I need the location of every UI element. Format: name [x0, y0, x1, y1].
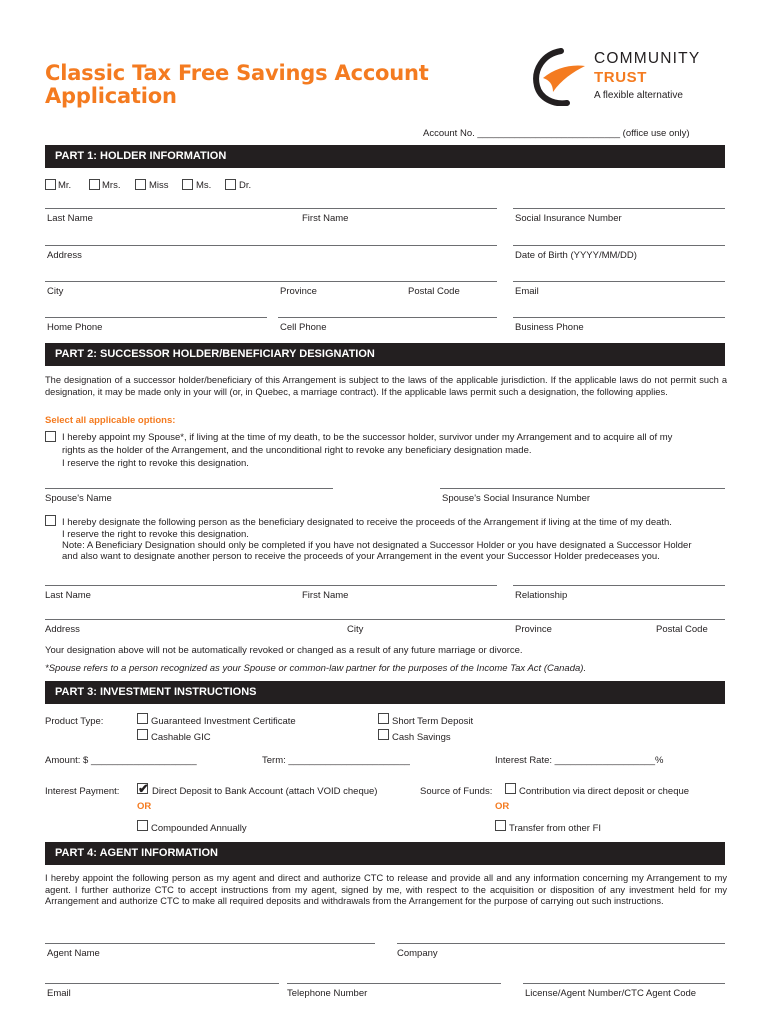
transfer-checkbox[interactable] — [495, 820, 506, 831]
holder-name-line[interactable] — [45, 208, 497, 209]
company-line[interactable] — [397, 943, 725, 944]
beneficiary-province-label: Province — [515, 624, 552, 635]
agent-name-line[interactable] — [45, 943, 375, 944]
beneficiary-last-name-label: Last Name — [45, 590, 91, 601]
agent-email-label: Email — [47, 988, 71, 999]
holder-first-name-label: First Name — [302, 213, 349, 224]
holder-dob-line[interactable] — [513, 245, 725, 246]
agent-telephone-label: Telephone Number — [287, 988, 368, 999]
option1-line2: rights as the holder of the Arrangement, and the unconditional right to revoke any beneficiary designation made. — [62, 445, 532, 456]
short-term-deposit-label: Short Term Deposit — [392, 716, 474, 727]
contribution-checkbox[interactable] — [505, 783, 516, 794]
agent-telephone-line[interactable] — [287, 983, 501, 984]
contribution-label: Contribution via direct deposit or cheque — [519, 786, 690, 797]
dr-label: Dr. — [239, 180, 252, 191]
logo-community-text: COMMUNITY — [594, 50, 701, 67]
holder-postal-label: Postal Code — [408, 286, 460, 297]
holder-dob-label: Date of Birth (YYYY/MM/DD) — [515, 250, 637, 261]
agent-email-line[interactable] — [45, 983, 279, 984]
spouse-name-label: Spouse's Name — [45, 493, 112, 504]
checkmark-icon: ✔ — [138, 781, 149, 796]
cash-savings-label: Cash Savings — [392, 732, 451, 743]
source-of-funds-label: Source of Funds: — [420, 786, 493, 797]
relationship-label: Relationship — [515, 590, 568, 601]
appoint-spouse-checkbox[interactable] — [45, 431, 56, 442]
company-label: Company — [397, 948, 438, 959]
agent-authorization-text: I hereby appoint the following person as my agent and direct and authorize CTC to release and provide all and any information concerning my Arrangement to my agent. I further authorize CTC to accept instructions from my agent, signed by me, with respect to the acquisition or disposition of any investment held for my Arrangement and authorize CTC to make all required deposits and withdrawals from the Arrangement for the purpose of carrying out such instructions. — [45, 873, 727, 907]
miss-label: Miss — [149, 180, 169, 191]
agent-license-label: License/Agent Number/CTC Agent Code — [525, 988, 697, 999]
beneficiary-name-line[interactable] — [45, 585, 497, 586]
beneficiary-postal-label: Postal Code — [656, 624, 708, 635]
source-or-label: OR — [495, 801, 510, 812]
option2-line3: Note: A Beneficiary Designation should only be completed if you have not designated a Successor Holder or you have designated a Successor Holder — [62, 540, 692, 551]
holder-city-line[interactable] — [45, 281, 497, 282]
interest-rate-field[interactable]: Interest Rate: ___________________% — [495, 755, 664, 766]
compounded-annually-checkbox[interactable] — [137, 820, 148, 831]
direct-deposit-checkbox[interactable] — [137, 783, 148, 794]
holder-address-line[interactable] — [45, 245, 497, 246]
transfer-label: Transfer from other FI — [509, 823, 602, 834]
holder-last-name-label: Last Name — [47, 213, 93, 224]
spouse-name-line[interactable] — [45, 488, 333, 489]
community-trust-logo-icon — [531, 48, 587, 106]
form-title: Classic Tax Free Savings Account Application — [45, 61, 429, 108]
beneficiary-address-label: Address — [45, 624, 80, 635]
mr-checkbox[interactable] — [45, 179, 56, 190]
short-term-deposit-checkbox[interactable] — [378, 713, 389, 724]
mr-label: Mr. — [58, 180, 72, 191]
holder-email-label: Email — [515, 286, 539, 297]
holder-sin-label: Social Insurance Number — [515, 213, 622, 224]
beneficiary-first-name-label: First Name — [302, 590, 349, 601]
mrs-label: Mrs. — [102, 180, 121, 191]
cash-savings-checkbox[interactable] — [378, 729, 389, 740]
relationship-line[interactable] — [513, 585, 725, 586]
holder-sin-line[interactable] — [513, 208, 725, 209]
interest-payment-label: Interest Payment: — [45, 786, 120, 797]
cashable-gic-checkbox[interactable] — [137, 729, 148, 740]
spouse-definition-note: *Spouse refers to a person recognized as your Spouse or common-law partner for the purposes of the Income Tax Act (Canada). — [45, 663, 587, 674]
direct-deposit-label: Direct Deposit to Bank Account (attach VOID cheque) — [152, 786, 378, 797]
spouse-sin-label: Spouse's Social Insurance Number — [442, 493, 591, 504]
compounded-annually-label: Compounded Annually — [151, 823, 247, 834]
home-phone-label: Home Phone — [47, 322, 103, 333]
holder-address-label: Address — [47, 250, 82, 261]
spouse-sin-line[interactable] — [440, 488, 725, 489]
logo-tagline: A flexible alternative — [594, 90, 683, 101]
ms-label: Ms. — [196, 180, 212, 191]
business-phone-label: Business Phone — [515, 322, 584, 333]
beneficiary-address-line[interactable] — [45, 619, 725, 620]
holder-province-label: Province — [280, 286, 317, 297]
beneficiary-city-label: City — [347, 624, 364, 635]
ms-checkbox[interactable] — [182, 179, 193, 190]
part2-heading: PART 2: SUCCESSOR HOLDER/BENEFICIARY DESIGNATION — [45, 343, 725, 366]
term-field[interactable]: Term: _______________________ — [262, 755, 410, 766]
part1-heading: PART 1: HOLDER INFORMATION — [45, 145, 725, 168]
holder-city-label: City — [47, 286, 64, 297]
interest-or-label: OR — [137, 801, 152, 812]
option2-line1: I hereby designate the following person as the beneficiary designated to receive the proceeds of the Arrangement if living at the time of my death. — [62, 517, 672, 528]
select-options-label: Select all applicable options: — [45, 415, 176, 426]
part3-heading: PART 3: INVESTMENT INSTRUCTIONS — [45, 681, 725, 704]
option2-line4: and also want to designate another person to receive the proceeds of your Arrangement in the event your Successor Holder predeceases you. — [62, 551, 660, 562]
option2-line2: I reserve the right to revoke this designation. — [62, 529, 249, 540]
agent-name-label: Agent Name — [47, 948, 100, 959]
option1-line3: I reserve the right to revoke this designation. — [62, 458, 249, 469]
gic-checkbox[interactable] — [137, 713, 148, 724]
product-type-label: Product Type: — [45, 716, 104, 727]
home-phone-line[interactable] — [45, 317, 267, 318]
dr-checkbox[interactable] — [225, 179, 236, 190]
agent-license-line[interactable] — [523, 983, 725, 984]
designation-intro: The designation of a successor holder/beneficiary of this Arrangement is subject to the laws of the applicable jurisdiction. If the applicable laws do not permit such a designation, it may be made only in your will (or, in Quebec, a marriage contract). If the applicable laws permit such a designation, the following applies. — [45, 375, 727, 397]
holder-email-line[interactable] — [513, 281, 725, 282]
gic-label: Guaranteed Investment Certificate — [151, 716, 296, 727]
business-phone-line[interactable] — [513, 317, 725, 318]
part4-heading: PART 4: AGENT INFORMATION — [45, 842, 725, 865]
cashable-gic-label: Cashable GIC — [151, 732, 211, 743]
option1-line1: I hereby appoint my Spouse*, if living at the time of my death, to be the successor holder, survivor under my Arrangement and to acquire all of my — [62, 432, 673, 443]
account-number-field[interactable]: Account No. ___________________________ (office use only) — [423, 128, 690, 139]
amount-field[interactable]: Amount: $ ____________________ — [45, 755, 197, 766]
logo-trust-text: TRUST — [594, 69, 647, 86]
cell-phone-line[interactable] — [278, 317, 497, 318]
miss-checkbox[interactable] — [135, 179, 146, 190]
designate-beneficiary-checkbox[interactable] — [45, 515, 56, 526]
cell-phone-label: Cell Phone — [280, 322, 327, 333]
revoke-note: Your designation above will not be automatically revoked or changed as a result of any future marriage or divorce. — [45, 645, 523, 656]
mrs-checkbox[interactable] — [89, 179, 100, 190]
